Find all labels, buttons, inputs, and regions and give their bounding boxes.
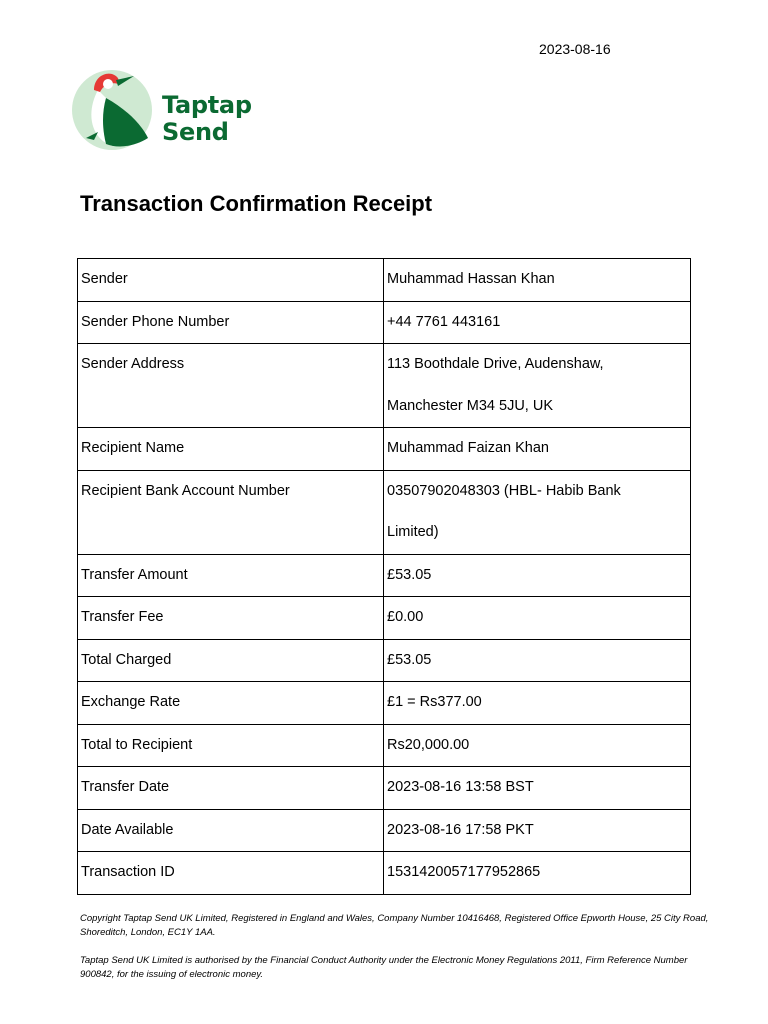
table-row	[78, 597, 691, 640]
row-value-line: £1 = Rs377.00	[387, 694, 482, 710]
row-value	[384, 852, 691, 895]
row-label: Sender Address	[78, 344, 384, 428]
row-value-line: 03507902048303 (HBL- Habib Bank	[387, 482, 621, 499]
taptap-send-logo	[72, 68, 262, 153]
row-value	[384, 682, 691, 725]
row-value-line: £53.05	[387, 651, 432, 668]
brand-line-2: Send	[162, 118, 229, 146]
row-value	[384, 767, 691, 810]
table-row	[78, 259, 691, 302]
table-row	[78, 767, 691, 810]
row-value	[384, 428, 691, 471]
brand-wordmark	[162, 92, 252, 146]
row-value-line: 1531420057177952865	[387, 864, 541, 880]
row-value-line: £0.00	[387, 609, 424, 625]
table-row	[78, 724, 691, 767]
row-value-line: Muhammad Hassan Khan	[387, 271, 555, 287]
footer-copyright: Copyright Taptap Send UK Limited, Registered in England and Wales, Company Number 10416468, Registered Office Epworth House, 25 City Road, Shoreditch, London, EC1Y 1AA.	[80, 913, 709, 938]
row-label: Sender	[78, 259, 384, 302]
row-label: Total to Recipient	[78, 724, 384, 767]
table-row	[78, 639, 691, 682]
row-value-line: 2023-08-16 13:58 BST	[387, 779, 534, 795]
row-value	[384, 344, 691, 428]
row-value-line: Muhammad Faizan Khan	[387, 440, 549, 456]
table-row	[78, 852, 691, 895]
row-value-line: 2023-08-16 17:58 PKT	[387, 821, 534, 838]
row-label: Total Charged	[78, 639, 384, 682]
transaction-details-table	[77, 258, 691, 895]
table-row	[78, 301, 691, 344]
page-title: Transaction Confirmation Receipt	[80, 191, 433, 216]
row-value-line: Manchester M34 5JU, UK	[387, 397, 554, 414]
receipt-date: 2023-08-16	[539, 41, 611, 57]
row-value-line: Limited)	[387, 524, 439, 540]
row-label: Recipient Bank Account Number	[78, 470, 384, 554]
footer-authorisation: Taptap Send UK Limited is authorised by the Financial Conduct Authority under the Electronic Money Regulations 2011, Firm Reference Number 900842, for the issuing of electronic money.	[80, 955, 688, 980]
row-label: Transfer Date	[78, 767, 384, 810]
row-value-line: £53.05	[387, 566, 432, 583]
bird-logo-icon	[72, 68, 162, 153]
table-row	[78, 554, 691, 597]
row-value	[384, 259, 691, 302]
table-row	[78, 470, 691, 554]
row-label: Transfer Fee	[78, 597, 384, 640]
row-value	[384, 639, 691, 682]
row-value	[384, 809, 691, 852]
row-value	[384, 301, 691, 344]
row-label: Transfer Amount	[78, 554, 384, 597]
table-row	[78, 682, 691, 725]
brand-line-1: Taptap	[162, 91, 252, 119]
row-value	[384, 470, 691, 554]
row-value-line: +44 7761 443161	[387, 313, 501, 330]
row-value-line: Rs20,000.00	[387, 736, 470, 753]
footer	[80, 912, 720, 996]
table-row	[78, 428, 691, 471]
row-value	[384, 597, 691, 640]
row-value	[384, 554, 691, 597]
table-row	[78, 809, 691, 852]
row-value-line: 113 Boothdale Drive, Audenshaw,	[387, 356, 604, 372]
row-label: Date Available	[78, 809, 384, 852]
row-value	[384, 724, 691, 767]
table-row	[78, 344, 691, 428]
row-label: Recipient Name	[78, 428, 384, 471]
row-label: Exchange Rate	[78, 682, 384, 725]
row-label: Sender Phone Number	[78, 301, 384, 344]
row-label: Transaction ID	[78, 852, 384, 895]
